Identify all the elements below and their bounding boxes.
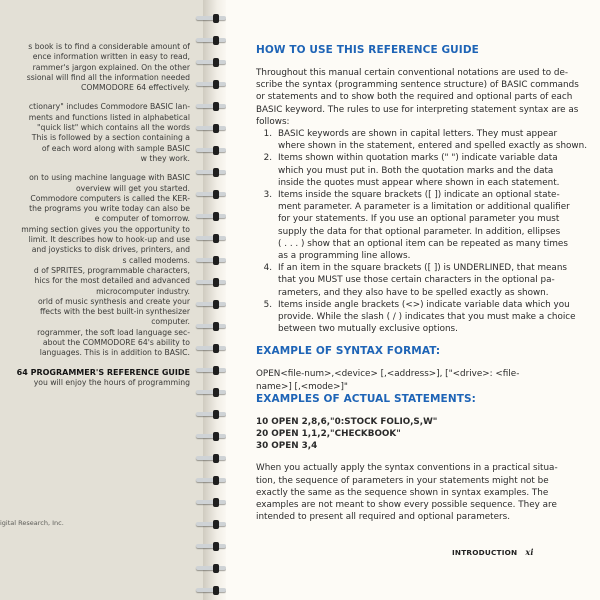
text-line: intended to present all required and optional parameters. — [256, 512, 511, 523]
binding-ring — [196, 80, 226, 89]
text-line: BASIC keywords are shown in capital letters. They must appear — [278, 129, 558, 140]
text-line: If an item in the square brackets ([ ]) is UNDERLINED, that means — [278, 263, 567, 274]
text-line: e computer of tomorrow. — [94, 214, 190, 224]
statement-line: 30 OPEN 3,4 — [256, 441, 318, 452]
left-page-credit: igital Research, Inc. — [0, 519, 64, 527]
text-line: languages. This is in addition to BASIC. — [39, 348, 190, 358]
text-line: as a programming line allows. — [278, 251, 411, 262]
binding-ring — [196, 388, 226, 397]
text-line: examples are not meant to show every possible sequence. They are — [256, 500, 557, 511]
text-line: hics for the most detailed and advanced — [34, 276, 190, 286]
text-line: OPEN<file-num>,<device> [,<address>], ["<drive>: <file- — [256, 369, 520, 380]
page-number: xi — [525, 547, 534, 557]
text-line: BASIC keyword. The rules to use for interpreting statement syntax are as — [256, 104, 579, 115]
binding-ring — [196, 58, 226, 67]
binding-ring — [196, 542, 226, 551]
text-line: microcomputer industry. — [96, 286, 190, 296]
text-line: the programs you write today can also be — [29, 204, 190, 214]
binding-ring — [196, 190, 226, 199]
closing-paragraph — [256, 462, 556, 523]
binding-ring — [196, 300, 226, 309]
syntax-format-example — [256, 368, 556, 392]
list-item-number: 1. — [263, 129, 272, 140]
syntax-rules-list — [256, 128, 587, 335]
text-line: ence information written in easy to read, — [32, 52, 190, 62]
list-item-number: 3. — [263, 190, 272, 201]
text-line: ssional will find all the information needed — [26, 72, 190, 82]
binding-ring — [196, 102, 226, 111]
left-paragraph-4 — [0, 368, 190, 389]
binding-ring — [196, 498, 226, 507]
binding-ring — [196, 168, 226, 177]
binding-ring — [196, 564, 226, 573]
text-line: overview will get you started. — [75, 183, 190, 193]
text-line: rameters, and they also have to be spelled exactly as shown. — [278, 287, 549, 298]
binding-ring — [196, 234, 226, 243]
binding-ring — [196, 520, 226, 529]
binding-ring — [196, 432, 226, 441]
text-line: rogrammer, the soft load language sec- — [37, 327, 190, 337]
text-line: provide. While the slash ( / ) indicates that you must make a choice — [278, 312, 576, 323]
text-line: which you must put in. Both the quotation marks and the data — [278, 165, 554, 176]
text-line: or statements and to show both the required and optional parts of each — [256, 92, 573, 103]
text-line: inside the quotes must appear where shown in each statement. — [278, 177, 560, 188]
list-item — [256, 189, 570, 262]
binding-ring — [196, 146, 226, 155]
text-line: ments and functions listed in alphabetical — [28, 112, 190, 122]
syntax-format-heading: EXAMPLE OF SYNTAX FORMAT: — [256, 345, 441, 358]
list-item-number: 4. — [263, 263, 272, 274]
binding-ring — [196, 14, 226, 23]
binding-ring — [196, 410, 226, 419]
statement-line: 20 OPEN 1,1,2,"CHECKBOOK" — [256, 429, 401, 440]
text-line: where shown in the statement, entered and spelled exactly as shown. — [278, 141, 587, 152]
list-item-number: 5. — [263, 299, 272, 310]
binding-ring — [196, 212, 226, 221]
right-page-content — [256, 44, 587, 524]
binding-ring — [196, 366, 226, 375]
text-line: rammer's jargon explained. On the other — [32, 62, 190, 72]
text-line: name>] [,<mode>]" — [256, 381, 348, 392]
text-line: ffects with the best built-in synthesizer — [40, 307, 190, 317]
binding-ring — [196, 124, 226, 133]
statement-line: 10 OPEN 2,8,6,"0:STOCK FOLIO,S,W" — [256, 416, 438, 427]
text-line: supply the data for that optional parameter. In addition, ellipses — [278, 226, 561, 237]
left-paragraph-1 — [0, 42, 190, 93]
binding-ring — [196, 344, 226, 353]
intro-paragraph — [256, 67, 579, 128]
page-footer — [452, 547, 534, 557]
actual-statements-heading: EXAMPLES OF ACTUAL STATEMENTS: — [256, 392, 476, 405]
text-line: s book is to find a considerable amount of — [28, 42, 190, 51]
text-line: orld of music synthesis and create your — [37, 296, 190, 306]
text-line: This is followed by a section containing a — [31, 133, 190, 143]
list-item — [256, 299, 576, 336]
text-line: When you actually apply the syntax conventions in a practical situa- — [256, 463, 558, 474]
text-line: Items inside angle brackets (<>) indicate variable data which you — [278, 299, 570, 310]
right-page — [226, 0, 600, 600]
text-line: ctionary" includes Commodore BASIC lan- — [28, 102, 190, 112]
list-item-number: 2. — [263, 153, 272, 164]
text-line: of each word along with sample BASIC — [41, 143, 190, 153]
text-line: limit. It describes how to hook-up and use — [28, 235, 190, 245]
binding-ring — [196, 454, 226, 463]
text-line: Throughout this manual certain conventional notations are used to de- — [256, 68, 569, 78]
left-paragraph-3 — [0, 173, 190, 358]
text-line: w they work. — [140, 153, 190, 163]
text-line: d of SPRITES, programmable characters, — [33, 265, 190, 275]
statement-examples — [256, 416, 556, 453]
text-line: and joysticks to disk drives, printers, and — [31, 245, 190, 255]
text-line: about the COMMODORE 64's ability to — [42, 338, 190, 348]
text-line: scribe the syntax (programming sentence structure) of BASIC commands — [256, 80, 579, 91]
left-page-text — [0, 42, 190, 397]
text-line: mming section gives you the opportunity to — [21, 224, 190, 234]
list-item — [256, 262, 567, 299]
binding-ring — [196, 278, 226, 287]
list-item — [256, 128, 587, 152]
text-line: exactly the same as the sequence shown in syntax examples. The — [256, 487, 549, 498]
text-line: Commodore computers is called the KER- — [30, 193, 190, 203]
text-line: ment parameter. A parameter is a limitation or additional qualifier — [278, 202, 570, 213]
text-line: you will enjoy the hours of programming — [33, 377, 190, 387]
text-line: that you MUST use those certain characters in the optional pa- — [278, 275, 555, 286]
left-page — [0, 0, 206, 600]
text-line: s called modems. — [122, 255, 190, 265]
list-item — [256, 152, 560, 189]
binding-ring — [196, 322, 226, 331]
binding-ring — [196, 36, 226, 45]
text-line: "quick list" which contains all the words — [36, 123, 190, 133]
footer-section: INTRODUCTION — [452, 548, 518, 557]
text-line: COMMODORE 64 effectively. — [80, 83, 190, 93]
text-line: between two mutually exclusive options. — [278, 324, 458, 335]
left-heading: 64 PROGRAMMER'S REFERENCE GUIDE — [16, 367, 190, 377]
page-title: HOW TO USE THIS REFERENCE GUIDE — [256, 44, 479, 56]
left-paragraph-2 — [0, 102, 190, 164]
text-line: ( . . . ) show that an optional item can be repeated as many times — [278, 238, 568, 249]
binding-ring — [196, 256, 226, 265]
binding-ring — [196, 476, 226, 485]
binding-ring — [196, 586, 226, 595]
text-line: on to using machine language with BASIC — [29, 173, 190, 183]
text-line: Items inside the square brackets ([ ]) indicate an optional state- — [278, 190, 560, 201]
text-line: follows: — [256, 116, 290, 127]
text-line: tion, the sequence of parameters in your statements might not be — [256, 475, 549, 486]
text-line: Items shown within quotation marks (" ") indicate variable data — [278, 153, 558, 164]
text-line: for your statements. If you use an optional parameter you must — [278, 214, 560, 225]
text-line: computer. — [151, 317, 190, 327]
